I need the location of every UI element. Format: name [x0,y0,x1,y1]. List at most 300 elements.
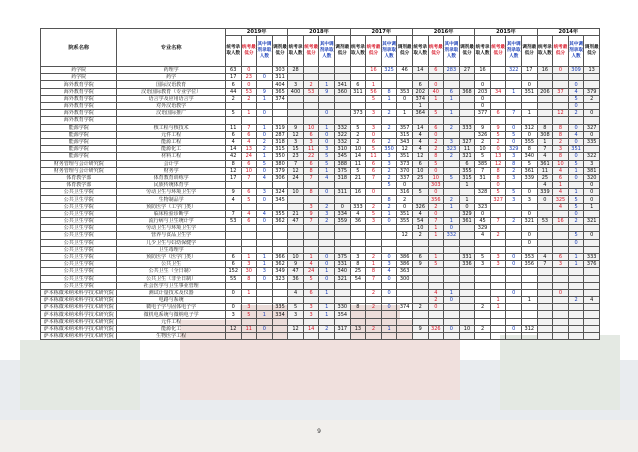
value-cell: 53 [241,88,257,95]
value-cell [350,182,366,189]
value-cell [303,318,319,325]
value-cell: 4 [303,261,319,268]
value-cell: 2 [428,146,444,153]
value-cell: 8 [428,153,444,160]
value-cell: 0 [225,289,241,296]
value-cell [584,282,600,289]
value-cell: 283 [444,67,460,74]
value-cell: 21 [350,174,366,181]
value-cell [490,289,506,296]
value-cell [350,239,366,246]
value-cell: 4 [241,210,257,217]
value-cell [584,304,600,311]
value-cell [366,182,382,189]
value-cell [225,246,241,253]
major-cell: 营养与食品卫生学 [117,232,226,239]
value-cell [381,246,397,253]
value-cell: 2 [490,232,506,239]
value-cell: 5 [428,261,444,268]
value-cell [522,246,538,253]
value-cell [319,333,335,340]
value-cell [584,117,600,124]
value-cell [366,225,382,232]
value-cell: 1 [319,311,335,318]
table-row [41,182,600,189]
value-cell [506,275,522,282]
value-cell [506,74,522,81]
value-cell: 6 [366,167,382,174]
value-cell: 328 [475,189,491,196]
value-cell [412,318,428,325]
value-cell: 5 [568,196,584,203]
value-cell: 3 [506,196,522,203]
value-cell [553,210,569,217]
value-cell [335,289,351,296]
major-cell: 电路与系统 [117,297,226,304]
value-cell [241,297,257,304]
value-cell [288,318,304,325]
value-cell [381,282,397,289]
table-row [41,282,600,289]
value-cell: 4 [412,138,428,145]
value-cell: 3 [381,153,397,160]
value-cell [444,239,460,246]
value-cell [459,225,475,232]
value-cell: 3 [490,253,506,260]
value-cell [537,117,553,124]
value-cell [366,74,382,81]
value-cell: 306 [272,174,288,181]
value-cell [522,318,538,325]
value-cell: 373 [397,160,413,167]
value-cell: 2 [381,203,397,210]
value-cell: 0 [257,167,273,174]
value-cell: 2 [490,138,506,145]
value-cell [257,282,273,289]
value-cell: 1 [366,261,382,268]
value-cell: 9 [412,325,428,332]
value-cell [303,95,319,102]
value-cell: 318 [335,174,351,181]
value-cell [459,318,475,325]
value-cell: 1 [568,189,584,196]
value-cell: 0 [568,103,584,110]
year-header: 2014年 [537,29,599,36]
value-cell [257,117,273,124]
value-cell: 1 [553,182,569,189]
value-cell [475,239,491,246]
value-cell [537,275,553,282]
value-cell: 1 [257,261,273,268]
value-cell [225,117,241,124]
table-row [41,318,600,325]
value-cell: 8 [537,124,553,131]
value-cell: 4 [225,196,241,203]
major-cell: 劳动卫生与环境卫生学 [117,189,226,196]
major-cell: 公共卫生（全日制） [117,268,226,275]
value-cell [428,117,444,124]
value-cell: 3 [522,196,538,203]
table-row [41,160,600,167]
major-cell: 临床检验诊断学 [117,210,226,217]
value-cell: 34 [490,88,506,95]
table-row [41,174,600,181]
value-cell [303,232,319,239]
value-cell: 0 [319,189,335,196]
table-row [41,325,600,332]
value-cell [506,311,522,318]
dept-cell: 体育教学部 [41,174,117,181]
value-cell: 0 [381,253,397,260]
value-cell: 0 [506,261,522,268]
value-cell [381,103,397,110]
value-cell [475,117,491,124]
value-cell: 0 [568,153,584,160]
value-cell: 351 [568,146,584,153]
value-cell: 2 [366,325,382,332]
value-cell: 4 [350,210,366,217]
value-cell [303,103,319,110]
value-cell [272,297,288,304]
value-cell [288,246,304,253]
value-cell: 1 [241,110,257,117]
value-cell [381,239,397,246]
major-cell: 汉语国际教育（专业学位） [117,88,226,95]
value-cell [459,246,475,253]
value-cell: 5 [475,153,491,160]
value-cell [257,297,273,304]
dept-cell: 萨本栋微米纳米科学技术研究院 [41,318,117,325]
value-cell [444,304,460,311]
value-cell [522,333,538,340]
value-cell: 0 [225,304,241,311]
value-cell: 326 [475,131,491,138]
value-cell [303,246,319,253]
value-cell [568,268,584,275]
value-cell [272,289,288,296]
value-cell [225,203,241,210]
value-cell: 0 [584,182,600,189]
value-cell: 13 [350,325,366,332]
value-cell [381,117,397,124]
year-header: 2015年 [475,29,537,36]
admission-score-table [40,28,600,340]
value-cell: 1 [459,182,475,189]
value-cell: 5 [568,232,584,239]
value-cell [272,333,288,340]
value-cell [381,225,397,232]
value-cell: 2 [350,131,366,138]
dept-cell: 药学院 [41,67,117,74]
value-cell [319,232,335,239]
dept-cell: 公共卫生学院 [41,282,117,289]
value-cell [568,311,584,318]
value-cell: 327 [459,138,475,145]
major-cell: 社会医学与卫生事业管理 [117,282,226,289]
value-cell [257,289,273,296]
value-cell [490,333,506,340]
value-cell [225,103,241,110]
sub-header: 统考最低分 [366,36,382,67]
value-cell: 23 [241,74,257,81]
value-cell [444,282,460,289]
value-cell [444,318,460,325]
value-cell: 303 [428,182,444,189]
value-cell [506,246,522,253]
value-cell [444,253,460,260]
dept-cell: 公共卫生学院 [41,225,117,232]
value-cell [459,304,475,311]
year-header: 2016年 [412,29,474,36]
value-cell: 0 [397,182,413,189]
value-cell [335,282,351,289]
value-cell: 5 [568,203,584,210]
value-cell: 0 [490,146,506,153]
value-cell: 332 [444,232,460,239]
value-cell [537,304,553,311]
value-cell: 334 [272,311,288,318]
value-cell: 325 [381,67,397,74]
value-cell [381,81,397,88]
value-cell [475,275,491,282]
value-cell: 6 [241,189,257,196]
table-row [41,210,600,217]
value-cell: 7 [428,218,444,225]
value-cell [537,74,553,81]
table-row [41,239,600,246]
table-row [41,103,600,110]
value-cell [490,203,506,210]
value-cell [412,268,428,275]
value-cell [490,246,506,253]
value-cell [241,318,257,325]
value-cell: 2 [397,196,413,203]
value-cell: 53 [225,218,241,225]
value-cell: 0 [506,325,522,332]
value-cell: 2 [257,138,273,145]
value-cell [241,333,257,340]
major-cell: 能源工程 [117,138,226,145]
dept-cell: 公共卫生学院 [41,253,117,260]
value-cell: 0 [381,289,397,296]
value-cell: 0 [444,325,460,332]
value-cell: 6 [225,253,241,260]
sub-header: 其中调剂录取人数 [444,36,460,67]
value-cell [319,95,335,102]
value-cell [584,289,600,296]
value-cell [241,239,257,246]
value-cell [475,182,491,189]
value-cell [319,282,335,289]
major-cell: 微电子学与固体电子学 [117,304,226,311]
value-cell: 351 [522,88,538,95]
value-cell [475,268,491,275]
value-cell [257,67,273,74]
value-cell: 0 [568,239,584,246]
value-cell: 1 [241,289,257,296]
sub-header: 统考最低分 [428,36,444,67]
dept-cell: 萨本栋微米纳米科学技术研究院 [41,333,117,340]
value-cell [522,117,538,124]
value-cell [475,282,491,289]
dept-cell: 公共卫生学院 [41,239,117,246]
value-cell [272,117,288,124]
value-cell [537,210,553,217]
value-cell [584,103,600,110]
value-cell: 37 [553,88,569,95]
value-cell [319,117,335,124]
value-cell: 0 [490,182,506,189]
value-cell: 9 [288,124,304,131]
value-cell: 5 [568,95,584,102]
value-cell [537,232,553,239]
value-cell [257,203,273,210]
value-cell [335,74,351,81]
value-cell: 345 [272,196,288,203]
dept-cell: 海外教育学院 [41,88,117,95]
value-cell: 12 [412,153,428,160]
value-cell: 55 [225,275,241,282]
value-cell: 6 [225,131,241,138]
value-cell: 4 [381,268,397,275]
value-cell: 1 [428,253,444,260]
value-cell: 6 [303,160,319,167]
value-cell: 2 [444,124,460,131]
value-cell [428,311,444,318]
value-cell: 362 [272,218,288,225]
value-cell [584,239,600,246]
value-cell: 45 [475,218,491,225]
value-cell [319,225,335,232]
value-cell [381,297,397,304]
value-cell [225,225,241,232]
value-cell: 7 [537,146,553,153]
value-cell: 0 [506,253,522,260]
value-cell: 333 [459,124,475,131]
value-cell [381,74,397,81]
value-cell: 315 [397,131,413,138]
value-cell: 8 [490,174,506,181]
value-cell [366,246,382,253]
value-cell [459,74,475,81]
value-cell [272,203,288,210]
value-cell [490,67,506,74]
value-cell: 2 [225,95,241,102]
value-cell [381,232,397,239]
value-cell: 3 [366,218,382,225]
value-cell: 12 [225,325,241,332]
value-cell: 6 [350,81,366,88]
value-cell: 375 [335,167,351,174]
sub-header: 调剂最低分 [522,36,538,67]
value-cell [475,289,491,296]
value-cell [303,74,319,81]
value-cell: 3 [350,253,366,260]
value-cell: 323 [475,203,491,210]
value-cell [506,297,522,304]
value-cell: 0 [257,325,273,332]
value-cell: 1 [568,167,584,174]
value-cell: 1 [257,311,273,318]
value-cell [568,304,584,311]
value-cell: 9 [225,189,241,196]
value-cell [444,103,460,110]
value-cell: 9 [303,210,319,217]
value-cell [522,95,538,102]
value-cell: 1 [319,289,335,296]
value-cell: 315 [459,174,475,181]
value-cell: 1 [490,304,506,311]
value-cell: 21 [288,210,304,217]
value-cell [537,268,553,275]
value-cell [412,74,428,81]
value-cell: 374 [412,95,428,102]
value-cell [553,246,569,253]
value-cell: 2 [428,297,444,304]
value-cell [319,239,335,246]
value-cell [568,182,584,189]
value-cell [272,282,288,289]
value-cell: 12 [397,232,413,239]
major-cell: 公共卫生 [117,261,226,268]
major-cell: 生物医学工程 [117,333,226,340]
value-cell [412,239,428,246]
value-cell: 5 [241,311,257,318]
value-cell: 0 [428,210,444,217]
value-cell: 340 [522,153,538,160]
value-cell: 5 [412,189,428,196]
value-cell [537,225,553,232]
value-cell [506,239,522,246]
value-cell [381,131,397,138]
value-cell [397,297,413,304]
value-cell: 44 [225,88,241,95]
value-cell: 2 [412,232,428,239]
value-cell [335,318,351,325]
value-cell [459,95,475,102]
value-cell: 351 [397,153,413,160]
value-cell: 2 [303,81,319,88]
value-cell: 359 [335,218,351,225]
value-cell: 8 [225,160,241,167]
value-cell [490,210,506,217]
dept-cell: 体育教学部 [41,182,117,189]
value-cell [553,318,569,325]
value-cell [522,282,538,289]
major-cell: 语言学及应用语言学 [117,95,226,102]
value-cell: 25 [537,174,553,181]
value-cell: 1 [366,81,382,88]
value-cell [537,81,553,88]
value-cell: 10 [475,146,491,153]
value-cell: 54 [412,218,428,225]
dept-cell: 公共卫生学院 [41,218,117,225]
table-row [41,110,600,117]
sub-header: 其中调剂录取人数 [319,36,335,67]
value-cell: 0 [506,138,522,145]
value-cell: 8 [303,167,319,174]
value-cell [459,110,475,117]
value-cell: 5 [319,153,335,160]
value-cell: 2 [366,304,382,311]
value-cell: 6 [428,67,444,74]
value-cell: 386 [397,261,413,268]
value-cell: 4 [584,297,600,304]
value-cell [397,74,413,81]
value-cell [366,117,382,124]
value-cell: 2 [241,95,257,102]
table-row [41,138,600,145]
